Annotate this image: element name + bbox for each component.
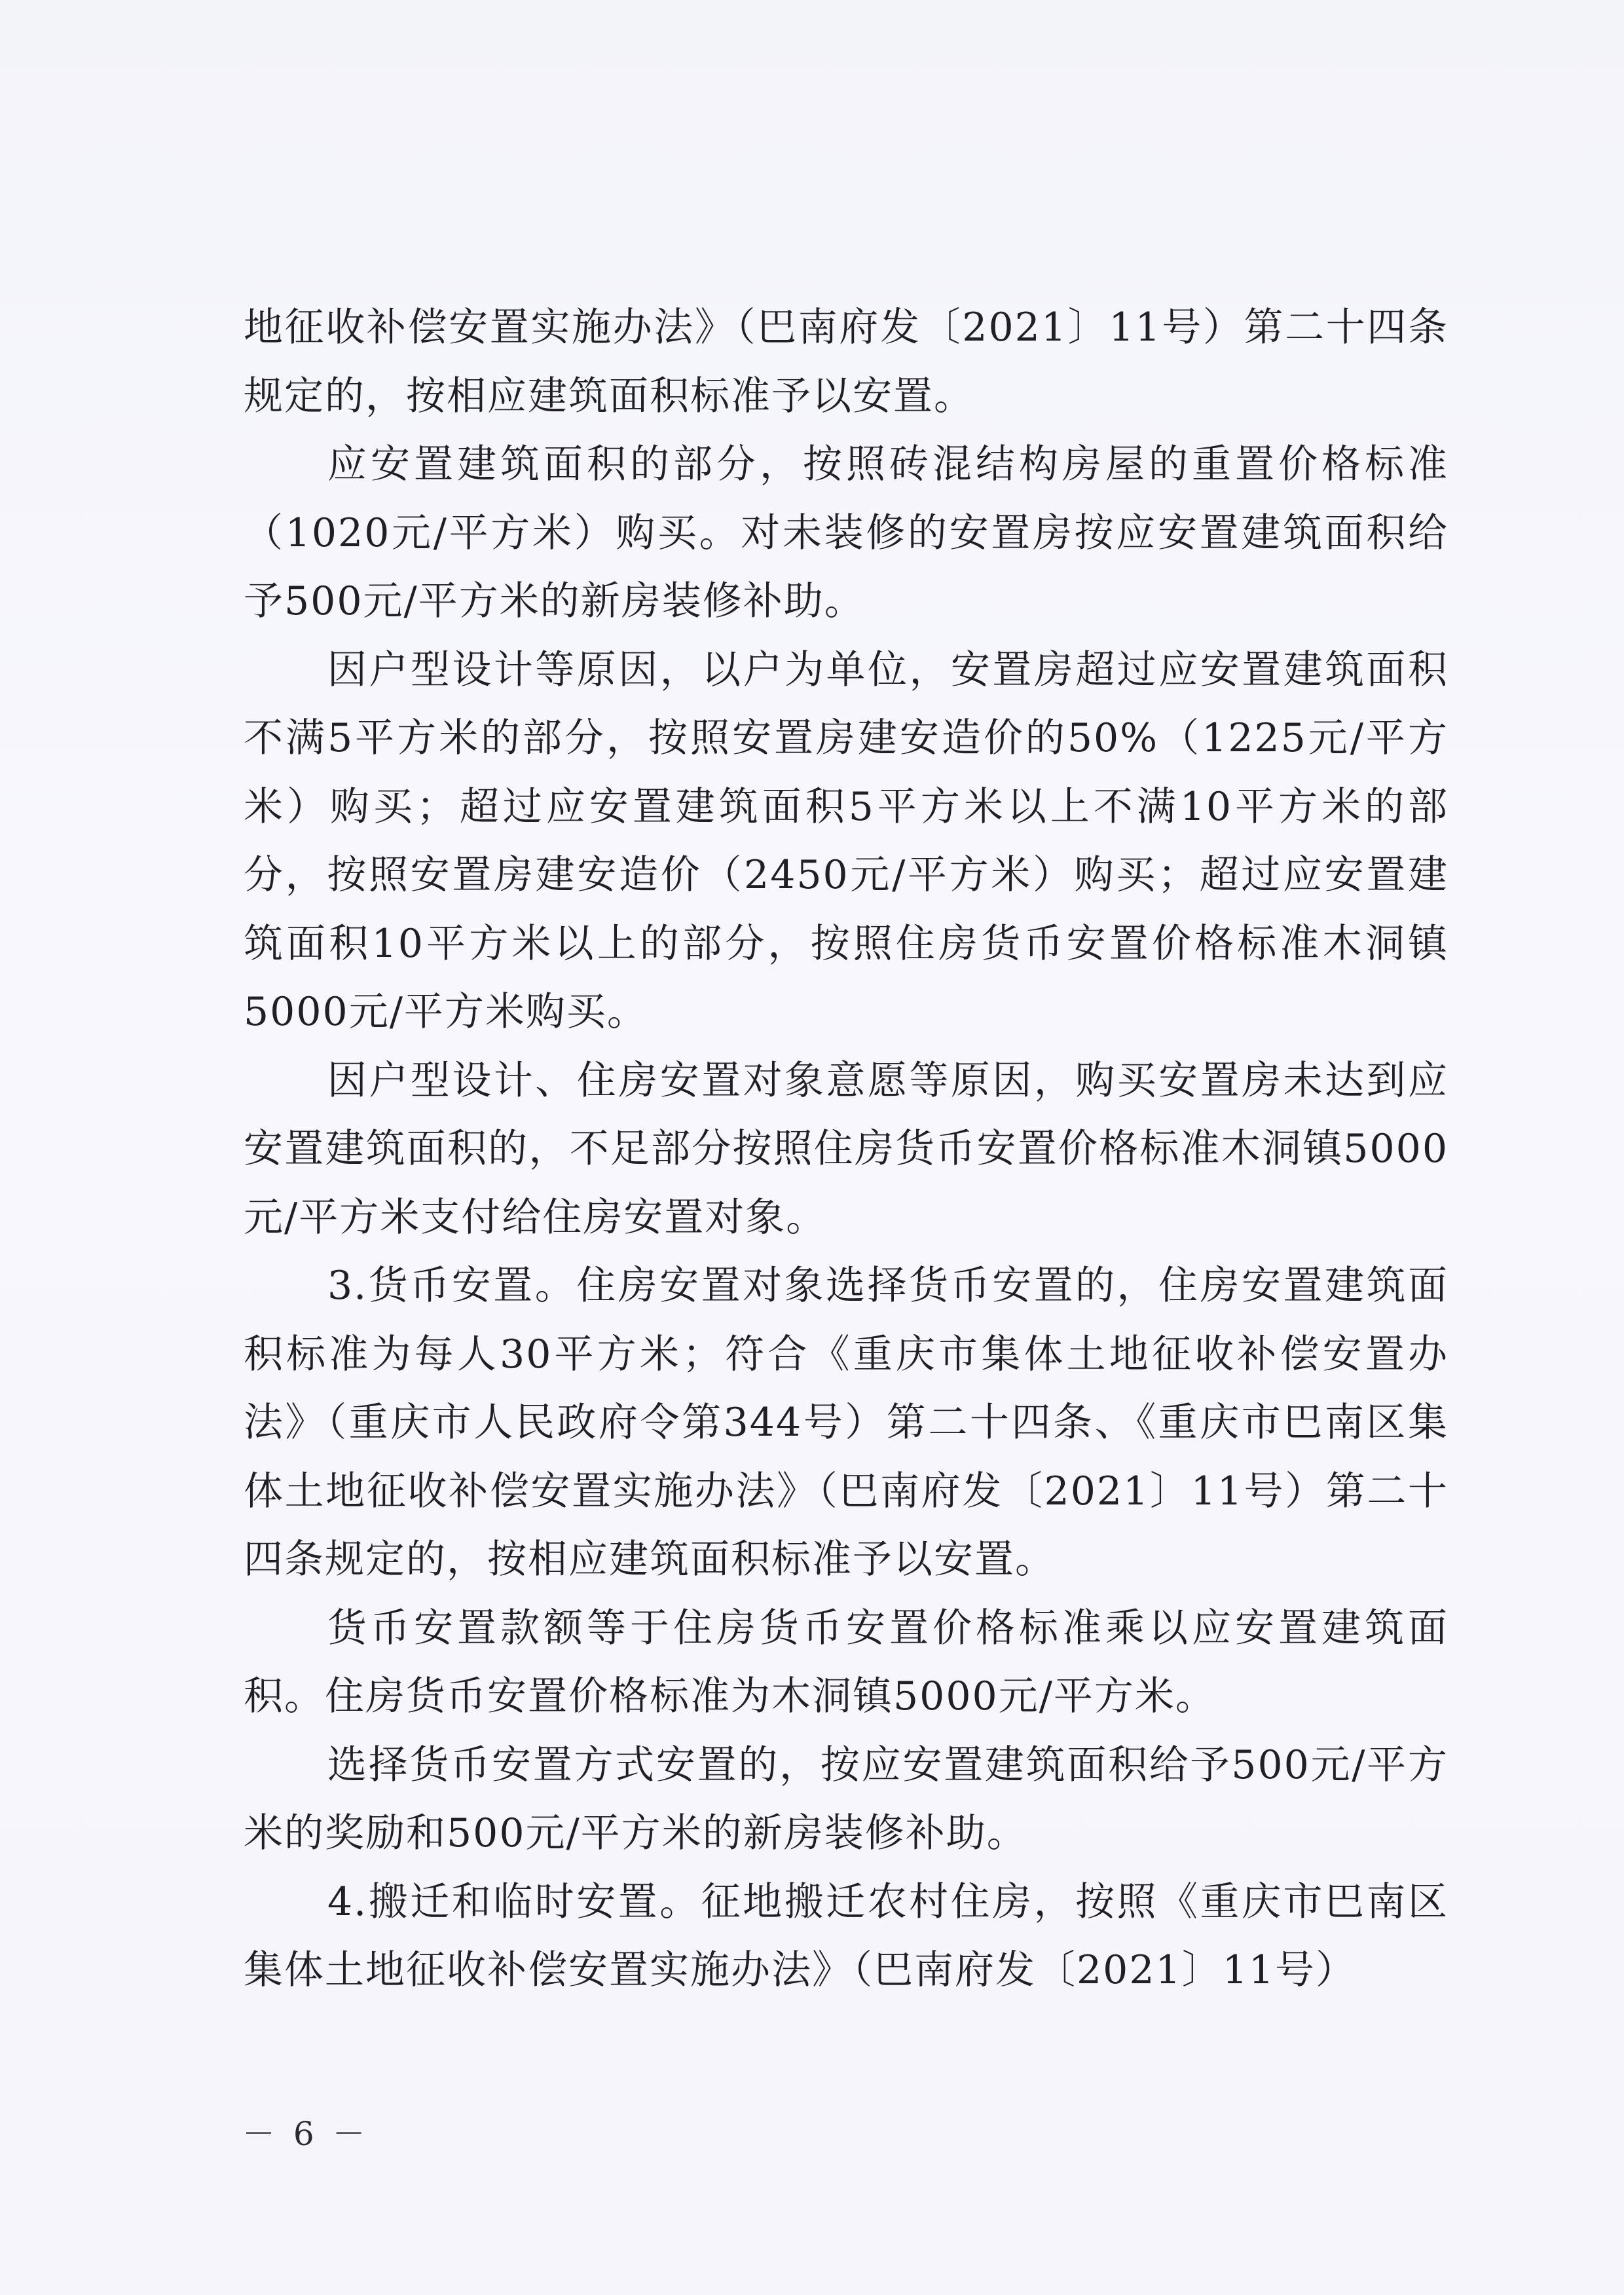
paragraph-shortfall-area: 因户型设计、住房安置对象意愿等原因，购买安置房未达到应安置建筑面积的，不足部分按照住房货币安置价格标准木洞镇5000元/平方米支付给住房安置对象。 [244,1057,1449,1241]
paragraph-excess-area: 因户型设计等原因，以户为单位，安置房超过应安置建筑面积不满5平方米的部分，按照安置房建安造价的50%（1225元/平方米）购买；超过应安置建筑面积5平方米以上不满10平方米的部分，按照安置房建安造价（2450元/平方米）购买；超过应安置建筑面积10平方米以上的部分，按照住房货币安置价格标准木洞镇5000元/平方米购买。 [244,646,1449,1035]
paragraph-continuation: 地征收补偿安置实施办法》（巴南府发〔2021〕11号）第二十四条规定的，按相应建筑面积标准予以安置。 [244,305,1449,419]
paragraph-purchase-standard: 应安置建筑面积的部分，按照砖混结构房屋的重置价格标准（1020元/平方米）购买。对未装修的安置房按应安置建筑面积给予500元/平方米的新房装修补助。 [244,441,1449,624]
paragraph-monetary-amount: 货币安置款额等于住房货币安置价格标准乘以应安置建筑面积。住房货币安置价格标准为木洞镇5000元/平方米。 [244,1605,1449,1719]
paragraph-relocation: 4.搬迁和临时安置。征地搬迁农村住房，按照《重庆市巴南区集体土地征收补偿安置实施办法》（巴南府发〔2021〕11号） [244,1878,1449,1993]
paragraph-monetary-resettlement: 3.货币安置。住房安置对象选择货币安置的，住房安置建筑面积标准为每人30平方米；符合《重庆市集体土地征收补偿安置办法》（重庆市人民政府令第344号）第二十四条、《重庆市巴南区集体土地征收补偿安置实施办法》（巴南府发〔2021〕11号）第二十四条规定的，按相应建筑面积标准予以安置。 [244,1263,1449,1582]
paragraph-monetary-reward: 选择货币安置方式安置的，按应安置建筑面积给予500元/平方米的奖励和500元/平方米的新房装修补助。 [244,1742,1449,1856]
document-body [244,293,1449,2005]
page-number: － 6 － [242,2115,369,2153]
